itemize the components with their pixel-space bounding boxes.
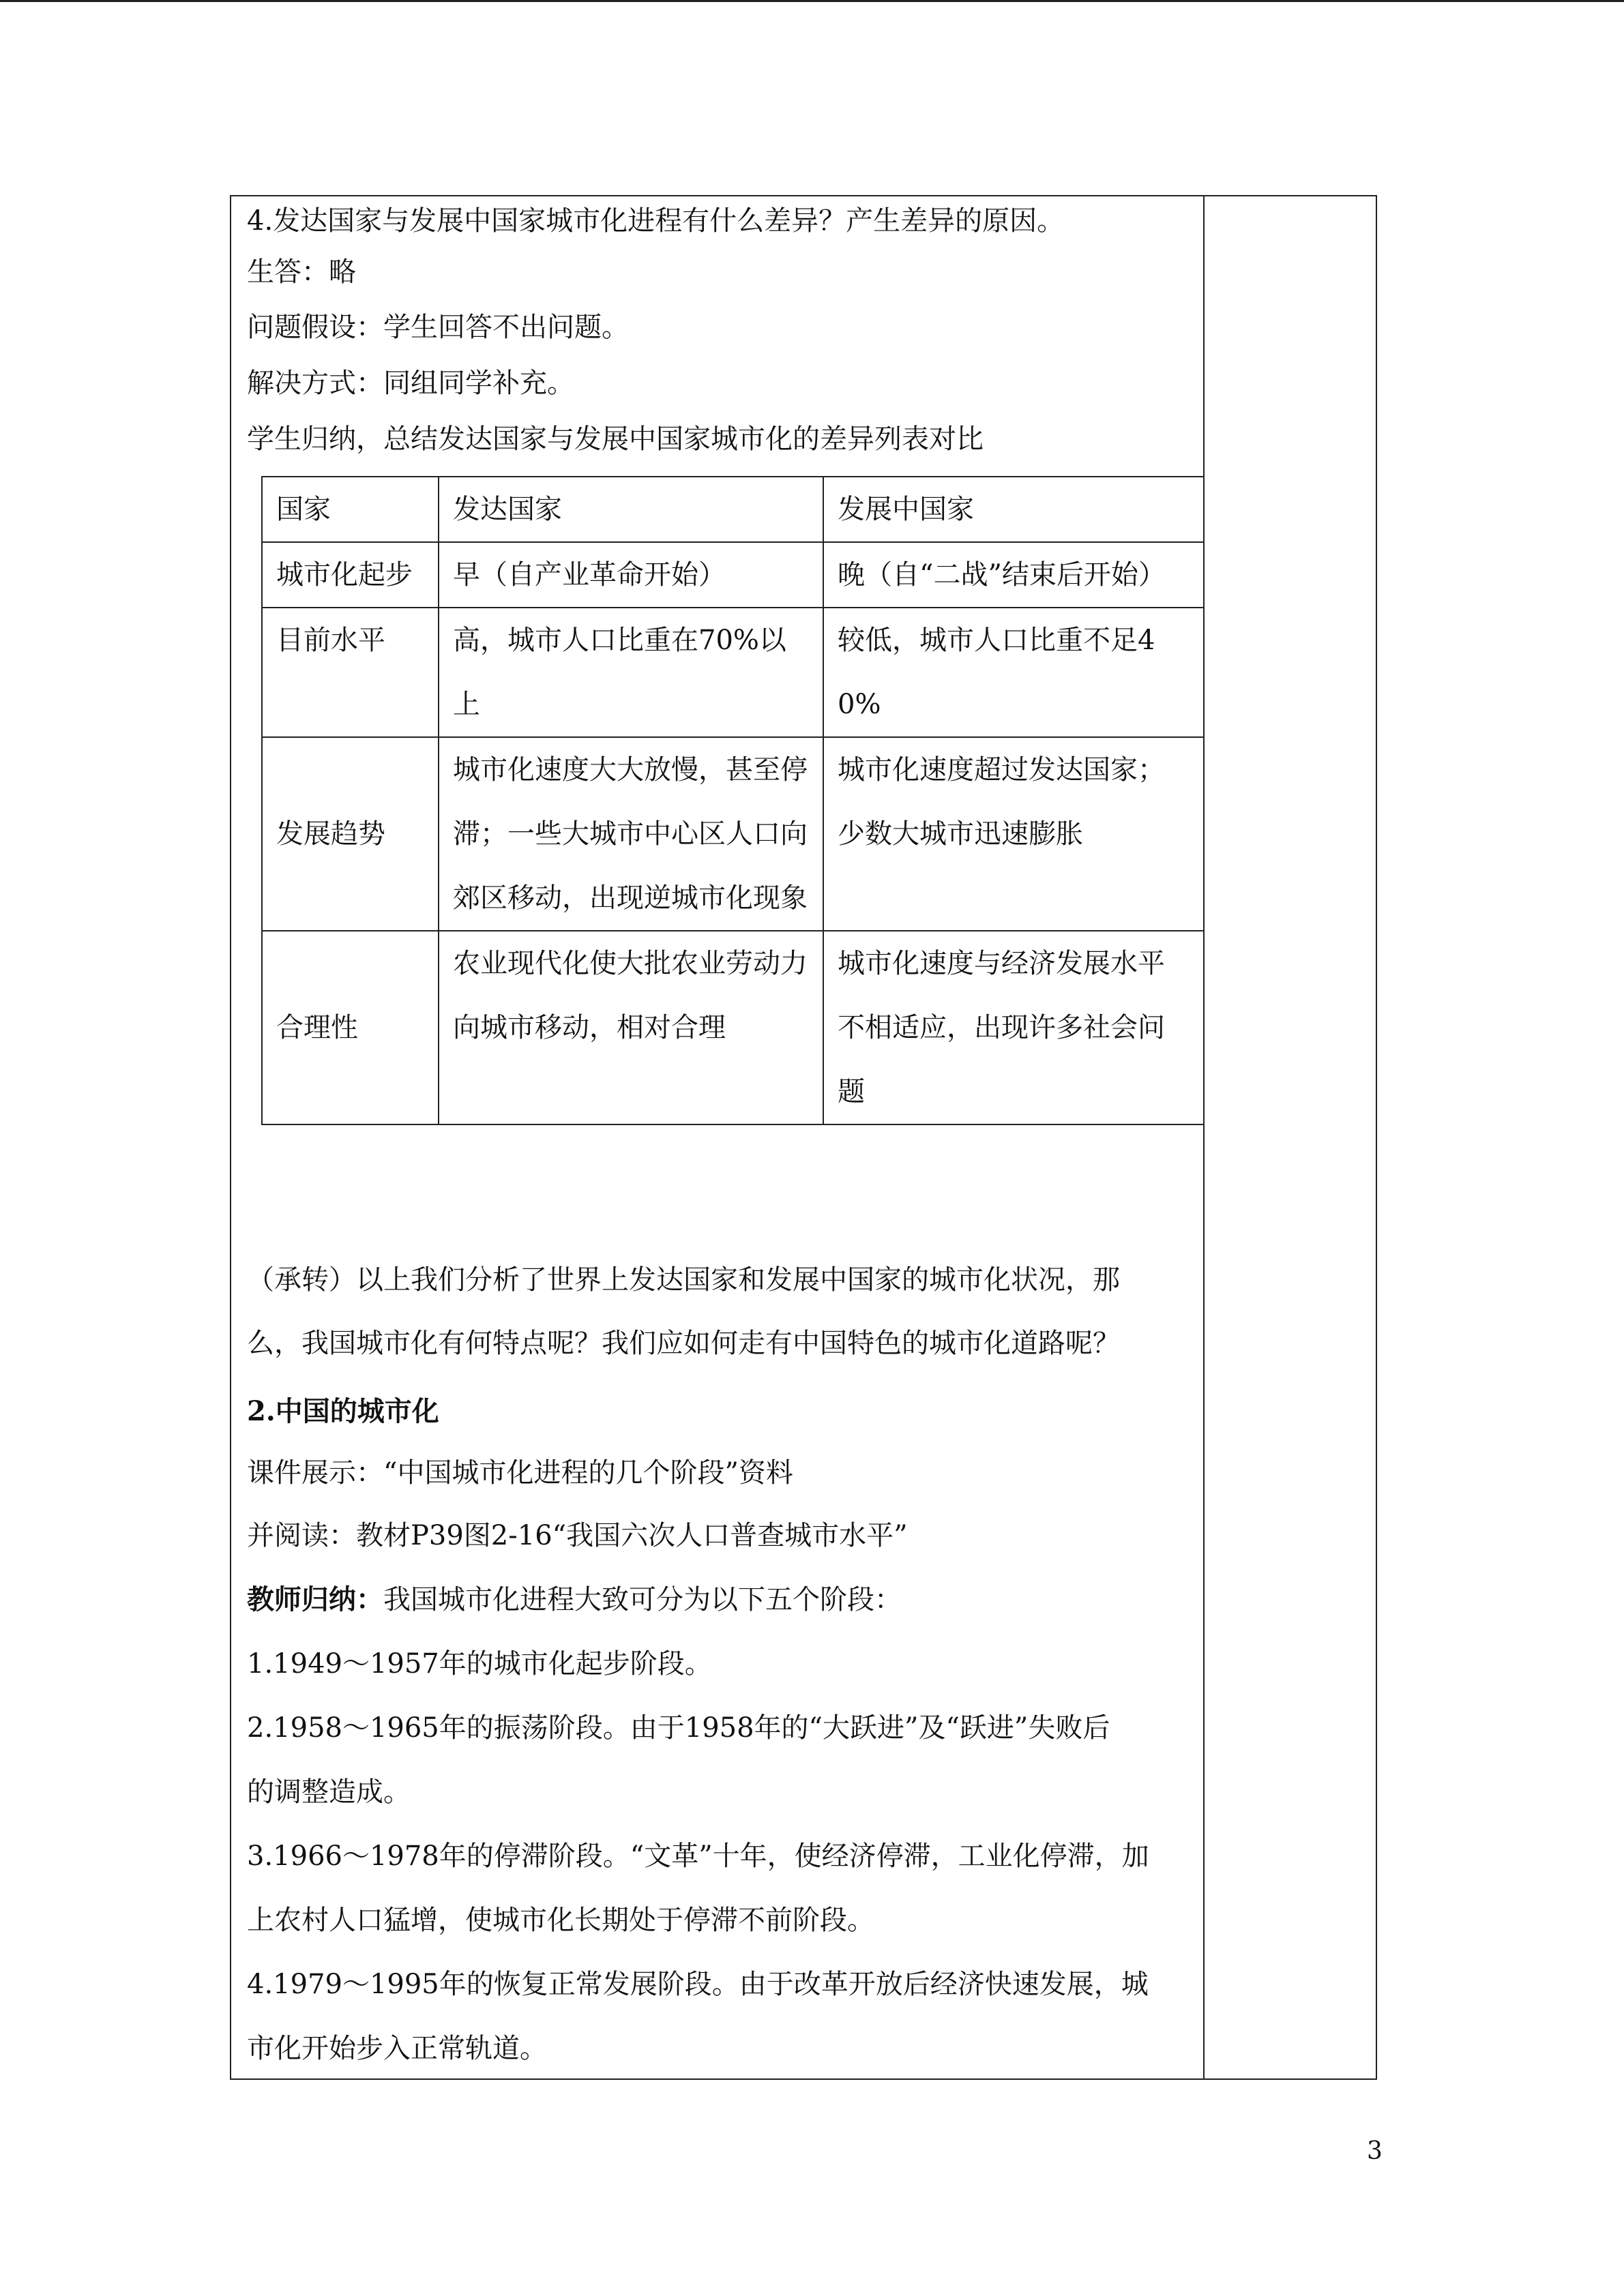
stage-line-3: 3.1966～1978年的停滞阶段。“文革”十年，使经济停滞，工业化停滞，加 bbox=[247, 1840, 1149, 1872]
header-country: 国家 bbox=[262, 477, 439, 542]
student-answer: 生答：略 bbox=[247, 256, 356, 288]
developed-cell: 早（自产业革命开始） bbox=[439, 542, 823, 608]
problem-assumption: 问题假设：学生回答不出问题。 bbox=[247, 312, 629, 343]
stage-line-4: 4.1979～1995年的恢复正常发展阶段。由于改革开放后经济快速发展，城 bbox=[247, 1969, 1149, 2000]
stage-line-2: 2.1958～1965年的振荡阶段。由于1958年的“大跃进”及“跃进”失败后 bbox=[247, 1712, 1110, 1744]
transition-line-2: 么，我国城市化有何特点呢？我们应如何走有中国特色的城市化道路呢？ bbox=[247, 1328, 1120, 1359]
developing-cell: 城市化速度与经济发展水平不相适应，出现许多社会问题 bbox=[823, 931, 1204, 1124]
section-heading: 2.中国的城市化 bbox=[247, 1395, 439, 1427]
solution-method: 解决方式：同组同学补充。 bbox=[247, 368, 574, 399]
row-label: 城市化起步 bbox=[262, 542, 439, 608]
developing-cell: 晚（自“二战”结束后开始） bbox=[823, 542, 1204, 608]
student-summary: 学生归纳，总结发达国家与发展中国家城市化的差异列表对比 bbox=[247, 423, 984, 455]
developed-cell: 城市化速度大大放慢，甚至停滞；一些大城市中心区人口向郊区移动，出现逆城市化现象 bbox=[439, 737, 823, 931]
table-row bbox=[262, 542, 1204, 608]
top-border-rule bbox=[0, 0, 1624, 2]
header-developing: 发展中国家 bbox=[823, 477, 1204, 542]
transition-line-1: （承转）以上我们分析了世界上发达国家和发展中国家的城市化状况，那 bbox=[247, 1264, 1120, 1296]
row-label: 合理性 bbox=[262, 931, 439, 1124]
table-header-row bbox=[262, 477, 1204, 542]
developed-cell: 农业现代化使大批农业劳动力向城市移动，相对合理 bbox=[439, 931, 823, 1124]
stage-line-2-cont: 的调整造成。 bbox=[247, 1776, 411, 1808]
table-row bbox=[262, 931, 1204, 1124]
teacher-summary-label: 教师归纳： bbox=[247, 1583, 383, 1615]
teacher-summary bbox=[247, 1583, 902, 1615]
developing-cell: 较低，城市人口比重不足40% bbox=[823, 608, 1204, 737]
courseware-line: 课件展示：“中国城市化进程的几个阶段”资料 bbox=[247, 1457, 793, 1489]
developed-cell: 高，城市人口比重在70%以上 bbox=[439, 608, 823, 737]
table-row bbox=[262, 737, 1204, 931]
reading-line: 并阅读：教材P39图2-16“我国六次人口普查城市水平” bbox=[247, 1520, 908, 1551]
stage-line-4-cont: 市化开始步入正常轨道。 bbox=[247, 2033, 547, 2064]
teacher-summary-text: 我国城市化进程大致可分为以下五个阶段： bbox=[383, 1584, 902, 1615]
comparison-table bbox=[261, 476, 1205, 1125]
stage-line-3-cont: 上农村人口猛增，使城市化长期处于停滞不前阶段。 bbox=[247, 1905, 874, 1936]
question-4: 4.发达国家与发展中国家城市化进程有什么差异？产生差异的原因。 bbox=[247, 205, 1065, 237]
page-number: 3 bbox=[1367, 2137, 1383, 2165]
developing-cell: 城市化速度超过发达国家；少数大城市迅速膨胀 bbox=[823, 737, 1204, 931]
row-label: 发展趋势 bbox=[262, 737, 439, 931]
row-label: 目前水平 bbox=[262, 608, 439, 737]
header-developed: 发达国家 bbox=[439, 477, 823, 542]
table-row bbox=[262, 608, 1204, 737]
stage-line-1: 1.1949～1957年的城市化起步阶段。 bbox=[247, 1648, 712, 1680]
